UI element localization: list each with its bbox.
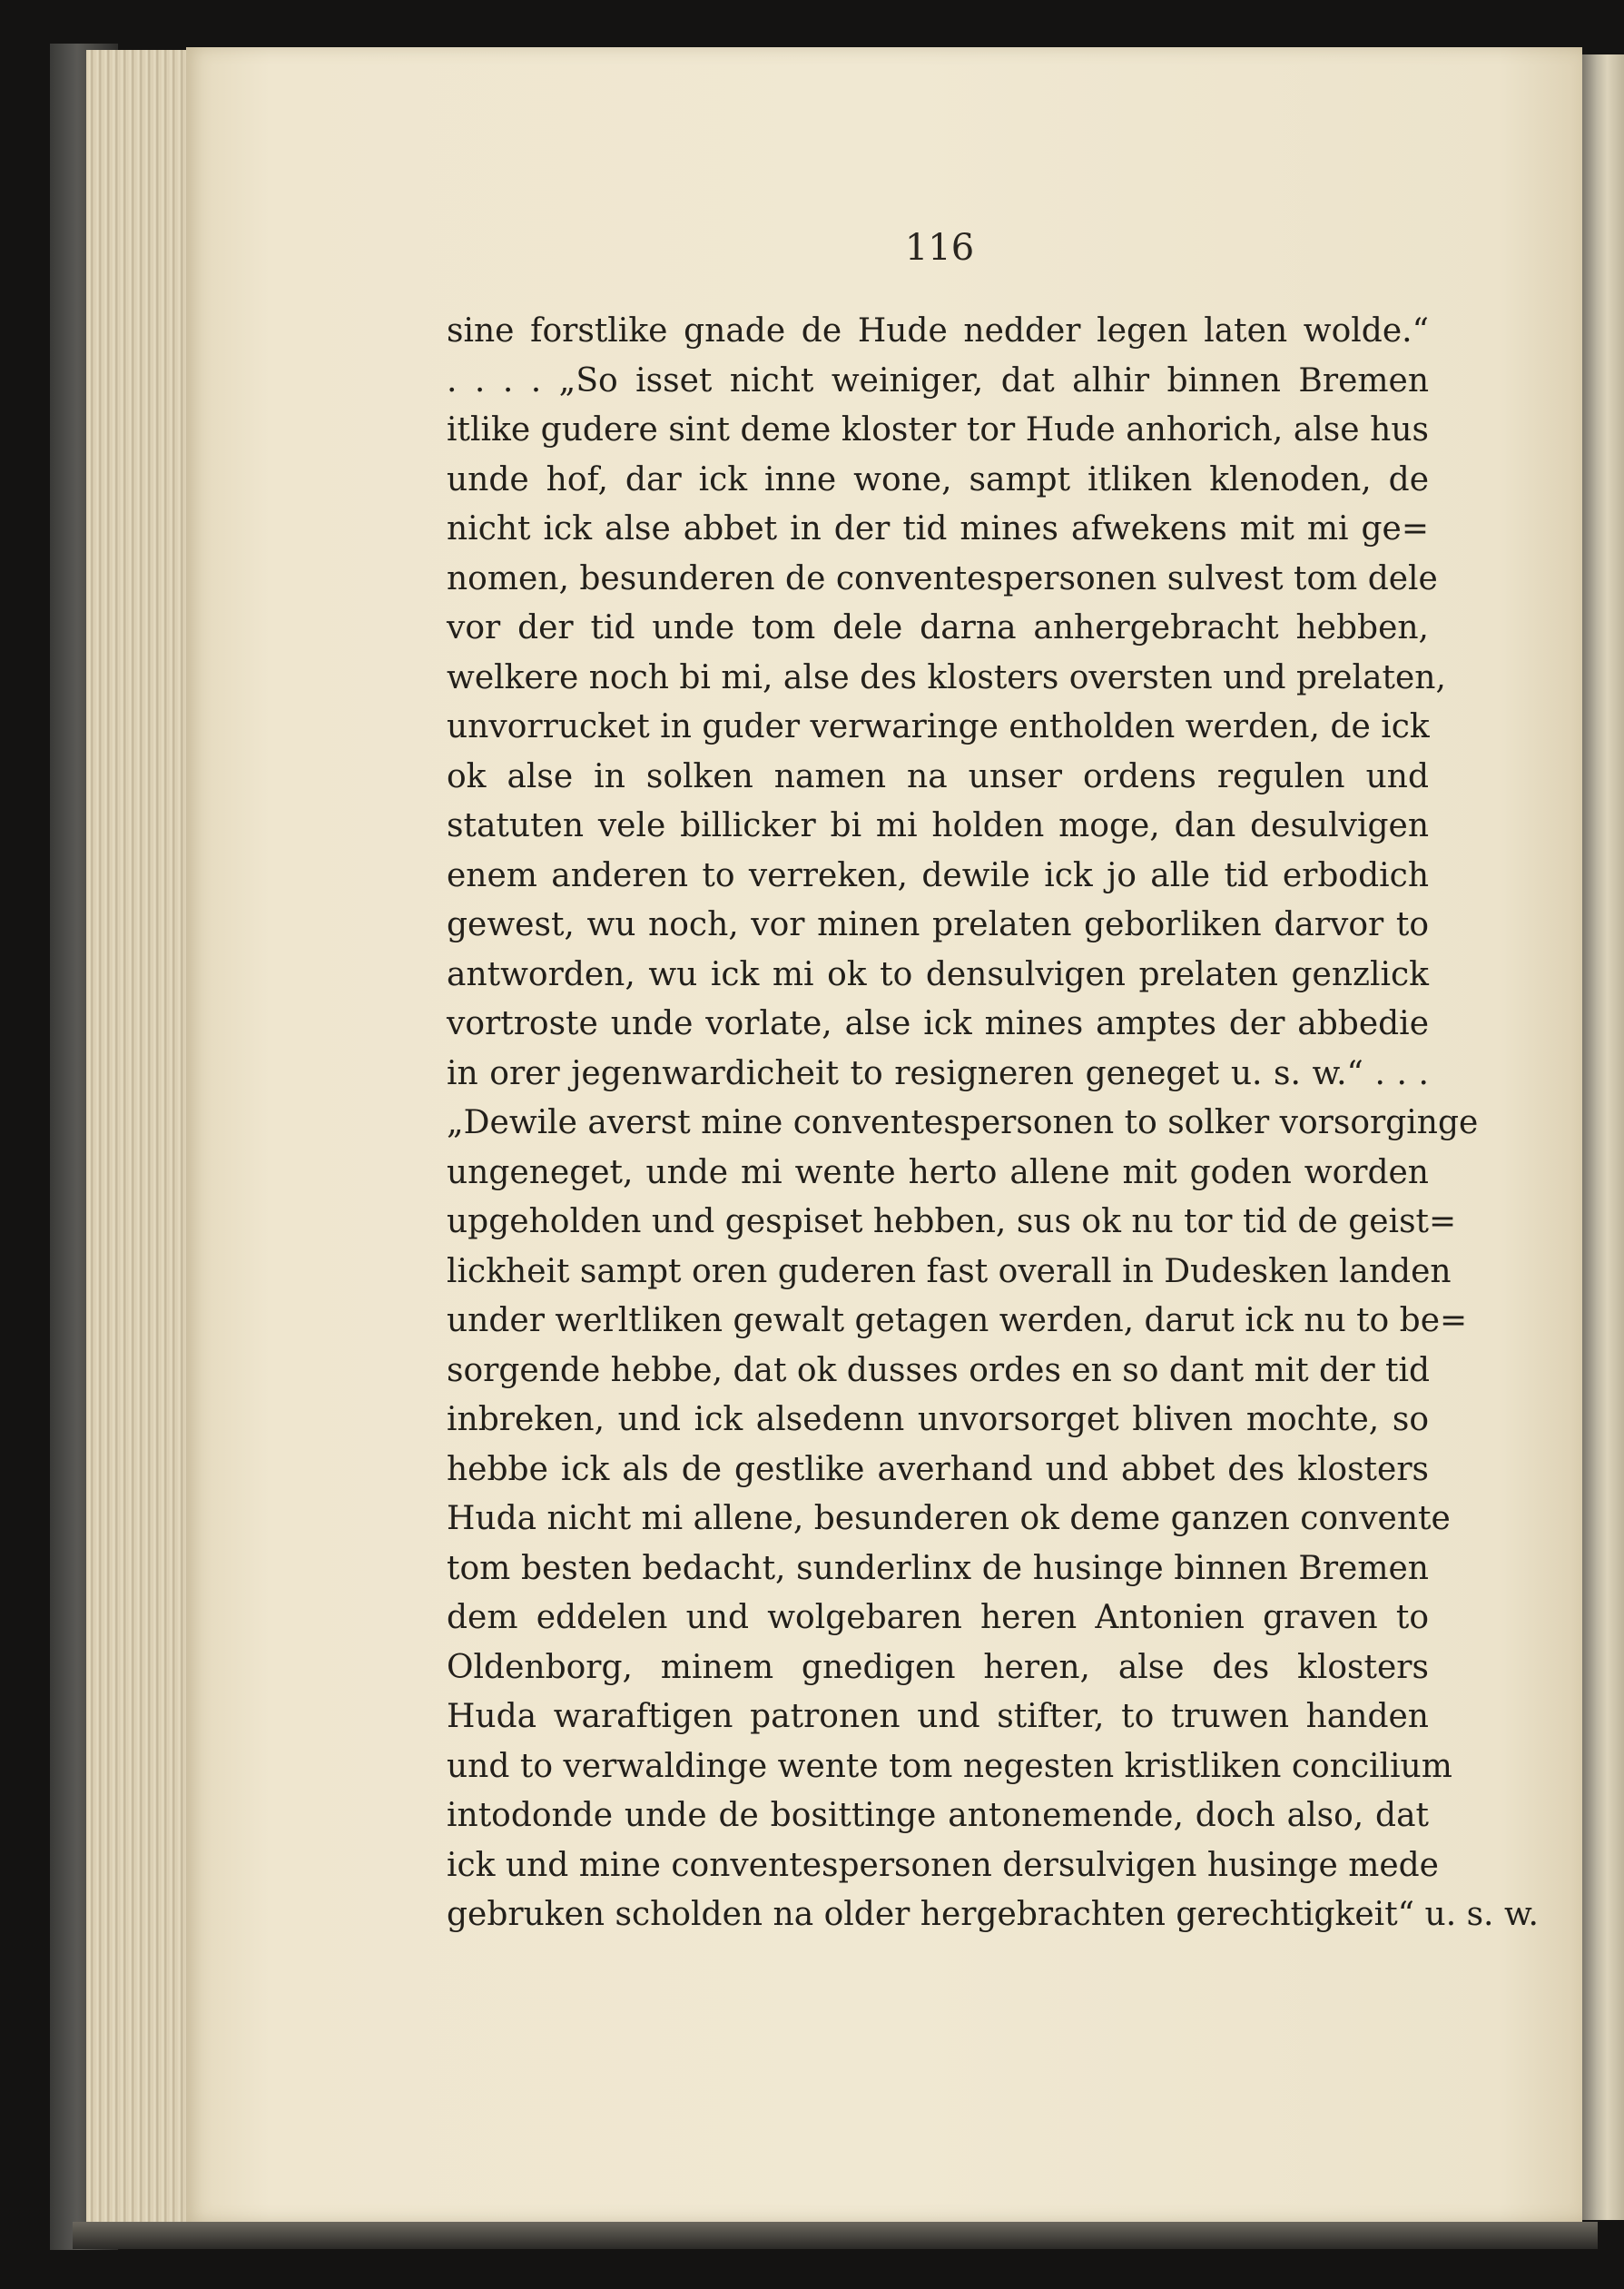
text-line: statuten vele billicker bi mi holden moge, dan desulvigen: [447, 807, 1429, 844]
body-text: [447, 307, 1539, 1940]
text-line: dem eddelen und wolgebaren heren Antonien graven to: [447, 1599, 1429, 1636]
facing-page-edge: [1582, 54, 1624, 2220]
book-bottom-edge: [73, 2222, 1598, 2249]
text-line: „Dewile averst mine conventespersonen to solker vorsorginge: [447, 1104, 1479, 1141]
text-line: gebruken scholden na older hergebrachten gerechtigkeit“ u. s. w.: [447, 1896, 1539, 1933]
text-line: unde hof, dar ick inne wone, sampt itliken klenoden, de: [447, 460, 1429, 498]
text-line: ungeneget, unde mi wente herto allene mit goden worden: [447, 1153, 1429, 1191]
text-line: in orer jegenwardicheit to resigneren geneget u. s. w.“ . . .: [447, 1054, 1429, 1092]
text-line: welkere noch bi mi, alse des klosters oversten und prelaten,: [447, 658, 1446, 696]
page-number: 116: [904, 227, 975, 269]
text-line: unvorrucket in guder verwaringe entholden werden, de ick: [447, 708, 1430, 745]
text-line: Huda waraftigen patronen und stifter, to truwen handen: [447, 1698, 1429, 1735]
text-line: sorgende hebbe, dat ok dusses ordes en so dant mit der tid: [447, 1351, 1431, 1389]
text-line: inbreken, und ick alsedenn unvorsorget bliven mochte, so: [447, 1401, 1429, 1438]
text-line: ick und mine conventespersonen dersulvigen husinge mede: [447, 1846, 1439, 1884]
page-edges: [86, 50, 195, 2234]
text-line: lickheit sampt oren guderen fast overall in Dudesken landen: [447, 1252, 1452, 1290]
text-line: antworden, wu ick mi ok to densulvigen prelaten genzlick: [447, 955, 1429, 993]
text-line: upgeholden und gespiset hebben, sus ok nu tor tid de geist=: [447, 1203, 1457, 1240]
text-line: hebbe ick als de gestlike averhand und abbet des klosters: [447, 1450, 1429, 1488]
text-line: . . . . „So isset nicht weiniger, dat alhir binnen Bremen: [447, 361, 1429, 400]
text-line: tom besten bedacht, sunderlinx de husinge binnen Bremen: [447, 1549, 1429, 1587]
text-line: under werltliken gewalt getagen werden, darut ick nu to be=: [447, 1302, 1468, 1339]
text-line: und to verwaldinge wente tom negesten kristliken concilium: [447, 1747, 1452, 1785]
text-line: ok alse in solken namen na unser ordens regulen und: [447, 757, 1429, 795]
text-line: itlike gudere sint deme kloster tor Hude anhorich, alse hus: [447, 411, 1429, 449]
text-line: intodonde unde de bosittinge antonemende, doch also, dat: [447, 1797, 1429, 1834]
text-line: Oldenborg, minem gnedigen heren, alse des klosters: [447, 1648, 1429, 1686]
text-line: nomen, besunderen de conventespersonen sulvest tom dele: [447, 559, 1438, 597]
text-line: vortroste unde vorlate, alse ick mines amptes der abbedie: [447, 1005, 1429, 1042]
text-line: sine forstlike gnade de Hude nedder legen laten wolde.“: [447, 312, 1429, 350]
text-line: vor der tid unde tom dele darna anhergebracht hebben,: [447, 609, 1429, 646]
text-line: gewest, wu noch, vor minen prelaten geborliken darvor to: [447, 906, 1429, 943]
text-line: nicht ick alse abbet in der tid mines afwekens mit mi ge=: [447, 510, 1429, 548]
text-line: enem anderen to verreken, dewile ick jo alle tid erbodich: [447, 856, 1429, 894]
text-line: Huda nicht mi allene, besunderen ok deme ganzen convente: [447, 1500, 1451, 1537]
